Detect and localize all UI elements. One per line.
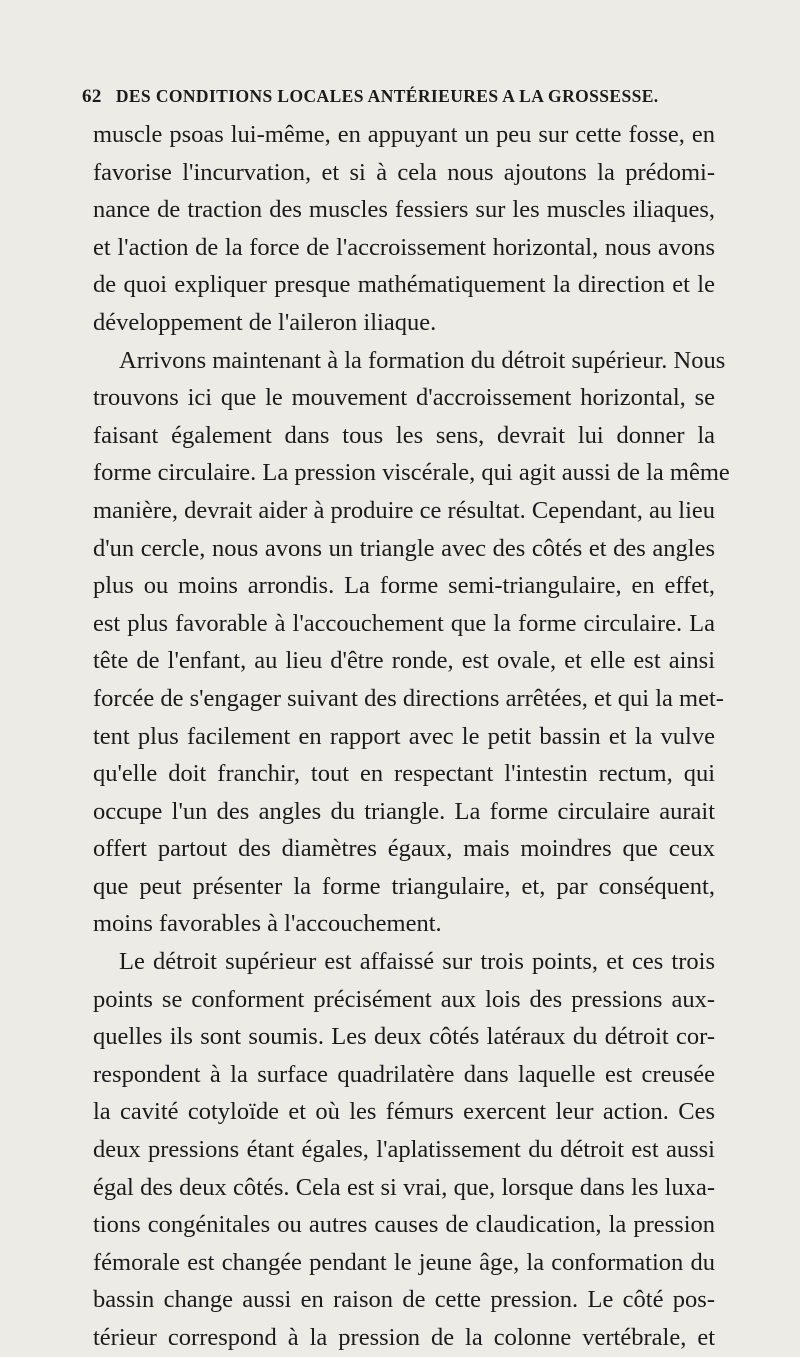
text-line: fémorale est changée pendant le jeune âge, la conformation du [93,1248,715,1276]
running-title: DES CONDITIONS LOCALES ANTÉRIEURES A LA GROSSESSE. [115,86,659,106]
text-line: forme circulaire. La pression viscérale, qui agit aussi de la même [93,459,730,487]
text-line: deux pressions étant égales, l'aplatissement du détroit est aussi [93,1136,715,1164]
text-line: nance de traction des muscles fessiers sur les muscles iliaques, [93,196,715,224]
text-line: bassin change aussi en raison de cette pression. Le côté pos- [93,1286,715,1314]
text-line: tête de l'enfant, au lieu d'être ronde, est ovale, et elle est ainsi [93,647,715,675]
text-line: égal des deux côtés. Cela est si vrai, que, lorsque dans les luxa- [93,1173,715,1201]
text-line: est plus favorable à l'accouchement que la forme circulaire. La [93,609,715,637]
text-line: quelles ils sont soumis. Les deux côtés latéraux du détroit cor- [93,1023,715,1051]
paragraph-first-line: Le détroit supérieur est affaissé sur trois points, et ces trois [119,948,715,976]
text-line: de quoi expliquer presque mathématiquement la direction et le [93,271,715,299]
text-line: favorise l'incurvation, et si à cela nous ajoutons la prédomi- [93,158,715,186]
text-line: plus ou moins arrondis. La forme semi-triangulaire, en effet, [93,572,715,600]
text-line: que peut présenter la forme triangulaire, et, par conséquent, [93,872,715,900]
text-line: forcée de s'engager suivant des directions arrêtées, et qui la met- [93,684,724,712]
text-line: offert partout des diamètres égaux, mais moindres que ceux [93,835,715,863]
text-line: occupe l'un des angles du triangle. La forme circulaire aurait [93,797,715,825]
text-line: d'un cercle, nous avons un triangle avec des côtés et des angles [93,534,715,562]
text-line: tions congénitales ou autres causes de claudication, la pression [93,1211,715,1239]
paragraph-last-line: moins favorables à l'accouchement. [93,910,442,938]
text-line: et l'action de la force de l'accroissement horizontal, nous avons [93,233,715,261]
text-line: la cavité cotyloïde et où les fémurs exercent leur action. Ces [93,1098,715,1126]
paragraph-first-line: Arrivons maintenant à la formation du détroit supérieur. Nous [119,346,726,374]
text-line: térieur correspond à la pression de la colonne vertébrale, et [93,1324,715,1351]
text-line: points se conforment précisément aux lois des pressions aux- [93,985,715,1013]
text-line: faisant également dans tous les sens, devrait lui donner la [93,421,715,449]
text-line: trouvons ici que le mouvement d'accroissement horizontal, se [93,384,715,412]
body-text [93,116,730,1357]
running-head [82,86,722,108]
paragraph-last-line: développement de l'aileron iliaque. [93,308,437,336]
text-line: manière, devrait aider à produire ce résultat. Cependant, au lieu [93,496,715,524]
text-line: respondent à la surface quadrilatère dans laquelle est creusée [93,1060,715,1088]
page-number: 62 [82,86,102,107]
text-line: qu'elle doit franchir, tout en respectant l'intestin rectum, qui [93,760,715,788]
text-line: muscle psoas lui-même, en appuyant un peu sur cette fosse, en [93,121,715,148]
text-line: tent plus facilement en rapport avec le petit bassin et la vulve [93,722,715,750]
